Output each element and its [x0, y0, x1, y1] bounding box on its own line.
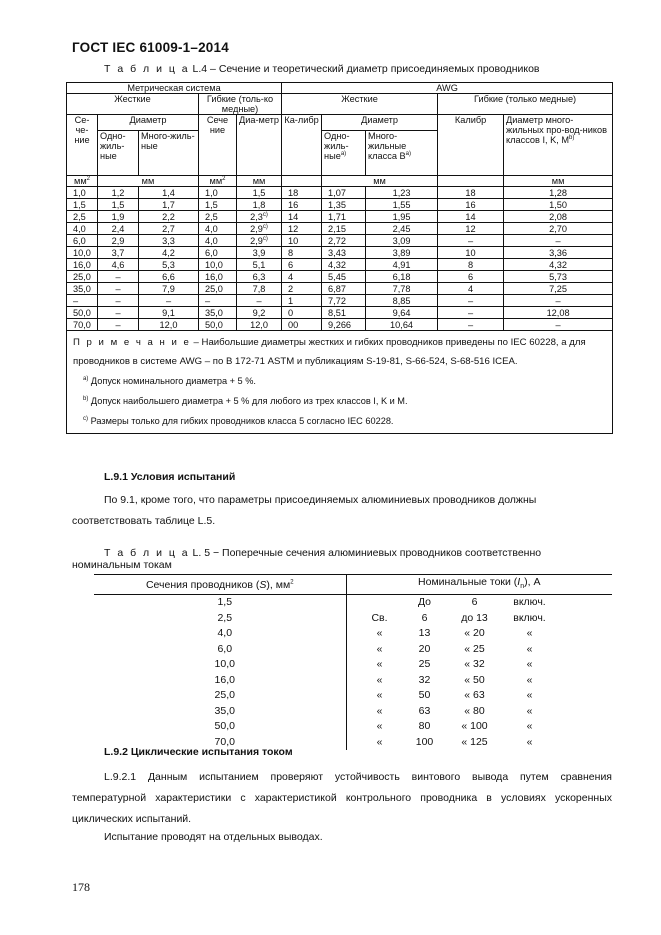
- table-cell: 12,08: [504, 307, 613, 319]
- table-l5-caption: [72, 547, 612, 571]
- table-cell: 8: [282, 247, 322, 259]
- table-cell: –: [237, 295, 282, 307]
- table-cell: 4,0: [67, 223, 98, 235]
- table-cell: 70,0: [67, 319, 98, 331]
- table-cell: 9,64: [366, 307, 438, 319]
- table-cell: 2,45: [366, 223, 438, 235]
- table-cell: 12: [282, 223, 322, 235]
- current-from: 80: [418, 720, 431, 733]
- current-value: [346, 657, 612, 673]
- current-a: «: [376, 658, 383, 671]
- table-cell: 2,5: [199, 211, 237, 223]
- section-value: 6,0: [94, 642, 346, 658]
- diameter-awg-header: Диаметр: [322, 115, 438, 131]
- table-cell: 8,51: [322, 307, 366, 319]
- current-b: «: [526, 658, 533, 671]
- table-cell: 4: [282, 271, 322, 283]
- current-a: «: [376, 720, 383, 733]
- table-cell: 1,5: [67, 199, 98, 211]
- current-a: «: [376, 689, 383, 702]
- current-b: включ.: [513, 596, 546, 609]
- unit-cell-empty: [282, 176, 322, 187]
- table-row: [94, 673, 612, 689]
- footnote-c: $^{c)}$ Размеры только для гибких проводников класса 5 согласно IEC 60228.: [83, 415, 394, 426]
- table-cell: 12,0: [139, 319, 199, 331]
- current-value: [346, 642, 612, 658]
- section-value: 25,0: [94, 688, 346, 704]
- unit-cell: $мм^2$: [67, 176, 98, 187]
- table-cell: 2,5: [67, 211, 98, 223]
- table-cell: 2,70: [504, 223, 613, 235]
- current-from: 13: [418, 627, 431, 640]
- table-cell: 4,2: [139, 247, 199, 259]
- table-cell: 2,08: [504, 211, 613, 223]
- table-cell: –: [438, 307, 504, 319]
- table-row: [94, 626, 612, 642]
- section-l92-heading: L.9.2 Циклические испытания током: [104, 746, 293, 758]
- table-cell: 2,9$^{c)}$: [237, 235, 282, 247]
- table-cell: 4,32: [322, 259, 366, 271]
- table-cell: 6,0: [199, 247, 237, 259]
- current-to: « 63: [464, 689, 485, 702]
- table-cell: 25,0: [67, 271, 98, 283]
- note-text: – Наибольшие диаметры жестких и гибких проводников приведены по IEC 60228, а для проводников в системе AWG – по В 172-71 ASTM и публикациям S-19-81, S-66-524, S-68-516 ICEA.: [73, 337, 586, 367]
- section-l921-paragraph: L.9.2.1 Данным испытанием проверяют устойчивость винтового вывода путем сравнения температурной характеристики с характеристикой контрольного проводника в условиях ускоренных циклических испытаний.: [72, 771, 612, 825]
- current-a: «: [376, 673, 383, 686]
- current-b: «: [526, 642, 533, 655]
- table-cell: 6,87: [322, 283, 366, 295]
- table-cell: 3,9: [237, 247, 282, 259]
- table-row: [67, 223, 613, 235]
- table-cell: 14: [282, 211, 322, 223]
- table-row: [67, 247, 613, 259]
- table-cell: 16: [282, 199, 322, 211]
- table-cell: 50,0: [199, 319, 237, 331]
- current-from: 6: [421, 611, 428, 624]
- table-cell: 0: [282, 307, 322, 319]
- table-cell: 1,50: [504, 199, 613, 211]
- table-row: [94, 642, 612, 658]
- table-cell: –: [98, 271, 139, 283]
- table-cell: 2,9: [98, 235, 139, 247]
- test-paragraph: Испытание проводят на отдельных выводах.: [104, 831, 323, 843]
- table-cell: 25,0: [199, 283, 237, 295]
- table-l5: [94, 574, 612, 750]
- table-cell: 4,91: [366, 259, 438, 271]
- table-cell: 9,1: [139, 307, 199, 319]
- multi-wire-header: Много-жиль-ные: [139, 130, 199, 175]
- table-row: [94, 595, 612, 611]
- rigid-awg-header: Жесткие: [282, 94, 438, 115]
- table-cell: 5,45: [322, 271, 366, 283]
- diameter-flex-header: Диа-метр: [237, 115, 282, 176]
- section-value: 1,5: [94, 595, 346, 611]
- gauge-flex-header: Калибр: [438, 115, 504, 176]
- rigid-metric-header: Жесткие: [67, 94, 199, 115]
- section-value: 2,5: [94, 611, 346, 627]
- current-b: «: [526, 720, 533, 733]
- table-cell: 14: [438, 211, 504, 223]
- table-cell: –: [67, 295, 98, 307]
- table-row: [94, 719, 612, 735]
- table-cell: 1,8: [237, 199, 282, 211]
- unit-cell-empty: [438, 176, 504, 187]
- table-cell: 35,0: [67, 283, 98, 295]
- table-cell: 2,72: [322, 235, 366, 247]
- table-cell: 2,7: [139, 223, 199, 235]
- table-cell: 18: [282, 187, 322, 199]
- table-cell: 10: [438, 247, 504, 259]
- table-cell: 10: [282, 235, 322, 247]
- table-cell: 4,6: [98, 259, 139, 271]
- table-cell: –: [199, 295, 237, 307]
- current-from: 63: [418, 704, 431, 717]
- table-l4-caption: [104, 63, 540, 75]
- current-value: [346, 626, 612, 642]
- current-to: « 80: [464, 704, 485, 717]
- current-to: « 50: [464, 673, 485, 686]
- footnote-c-marker: c): [262, 223, 268, 230]
- flexible-metric-header: Гибкие (толь-ко медные): [199, 94, 282, 115]
- table-cell: 3,09: [366, 235, 438, 247]
- table-cell: 18: [438, 187, 504, 199]
- current-to: « 32: [464, 658, 485, 671]
- current-value: [346, 595, 612, 611]
- section-l91-heading: L.9.1 Условия испытаний: [104, 471, 236, 483]
- table-cell: 2,9$^{c)}$: [237, 223, 282, 235]
- table-cell: 1,0: [67, 187, 98, 199]
- table-row: [67, 211, 613, 223]
- current-from: 100: [415, 735, 434, 748]
- note-label: П р и м е ч а н и е: [73, 337, 191, 348]
- current-value: [346, 611, 612, 627]
- table-cell: –: [98, 283, 139, 295]
- table-cell: –: [98, 307, 139, 319]
- table-cell: 3,43: [322, 247, 366, 259]
- table-cell: 10,64: [366, 319, 438, 331]
- unit-cell: $мм^2$: [199, 176, 237, 187]
- table-cell: 8,85: [366, 295, 438, 307]
- table-cell: 1,07: [322, 187, 366, 199]
- current-a: «: [376, 627, 383, 640]
- table-cell: 1,23: [366, 187, 438, 199]
- table-cell: 5,3: [139, 259, 199, 271]
- table-cell: 35,0: [199, 307, 237, 319]
- current-b: «: [526, 673, 533, 686]
- table-cell: 1,55: [366, 199, 438, 211]
- multi-wire-awg-header: Много-жильные класса $B^{а)}$: [366, 130, 438, 175]
- current-from: 50: [418, 689, 431, 702]
- table-l4-body: [67, 187, 613, 331]
- current-value: [346, 735, 612, 751]
- unit-cell: мм: [98, 176, 199, 187]
- unit-cell: мм: [237, 176, 282, 187]
- table-cell: 3,7: [98, 247, 139, 259]
- table-row: [67, 319, 613, 331]
- current-a: «: [376, 642, 383, 655]
- table-cell: 2,15: [322, 223, 366, 235]
- table-cell: 6,3: [237, 271, 282, 283]
- table-cell: 1,28: [504, 187, 613, 199]
- table-row: [94, 704, 612, 720]
- table-cell: 2: [282, 283, 322, 295]
- table-cell: –: [504, 235, 613, 247]
- current-b: «: [526, 704, 533, 717]
- table-cell: 2,3$^{c)}$: [237, 211, 282, 223]
- table-cell: 6: [438, 271, 504, 283]
- caption-text: L.4 – Сечение и теоретический диаметр присоединяемых проводников: [192, 63, 540, 75]
- table-row: [67, 235, 613, 247]
- table-cell: –: [98, 295, 139, 307]
- current-from: 20: [418, 642, 431, 655]
- footnote-b: $^{b)}$ Допуск наибольшего диаметра + 5 % для любого из трех классов I, K и M.: [83, 395, 408, 406]
- table-cell: 4,0: [199, 223, 237, 235]
- current-to: « 125: [461, 735, 488, 748]
- table-row: [67, 283, 613, 295]
- table-note: [67, 331, 613, 434]
- current-value: [346, 704, 612, 720]
- table-cell: 9,2: [237, 307, 282, 319]
- table-row: [94, 657, 612, 673]
- table-cell: 5,73: [504, 271, 613, 283]
- table-cell: –: [438, 235, 504, 247]
- table-row: [94, 611, 612, 627]
- table-cell: 3,3: [139, 235, 199, 247]
- table-l5-body: [94, 595, 612, 751]
- table-cell: 16,0: [67, 259, 98, 271]
- current-a: «: [376, 735, 383, 748]
- table-cell: –: [438, 295, 504, 307]
- current-to: « 100: [461, 720, 488, 733]
- unit-cell: мм: [504, 176, 613, 187]
- footnote-c-marker: c): [262, 235, 268, 242]
- table-cell: 10,0: [199, 259, 237, 271]
- current-a: «: [376, 704, 383, 717]
- section-l91-paragraph: По 9.1, кроме того, что параметры присоединяемых алюминиевых проводников должны соответствовать таблице L.5.: [72, 494, 537, 527]
- table-cell: 4: [438, 283, 504, 295]
- current-value: [346, 673, 612, 689]
- current-to: 6: [471, 596, 478, 609]
- current-from: 32: [418, 673, 431, 686]
- table-cell: 12,0: [237, 319, 282, 331]
- table-l4: [66, 82, 613, 434]
- section-value: 16,0: [94, 673, 346, 689]
- current-from: 25: [418, 658, 431, 671]
- table-cell: 12: [438, 223, 504, 235]
- table-cell: 4,32: [504, 259, 613, 271]
- section-flex-header: Сече ние: [199, 115, 237, 176]
- table-cell: 10,0: [67, 247, 98, 259]
- current-b: включ.: [513, 611, 546, 624]
- table-cell: 1: [282, 295, 322, 307]
- current-value: [346, 688, 612, 704]
- section-value: 10,0: [94, 657, 346, 673]
- table-cell: –: [139, 295, 199, 307]
- table-cell: 3,89: [366, 247, 438, 259]
- caption-label: Т а б л и ц а: [104, 63, 190, 75]
- gauge-header: Ка-либр: [282, 115, 322, 176]
- current-b: «: [526, 627, 533, 640]
- table-cell: 50,0: [67, 307, 98, 319]
- table-row: [67, 199, 613, 211]
- table-row: [94, 688, 612, 704]
- metric-header: Метрическая система: [67, 83, 282, 94]
- current-b: «: [526, 735, 533, 748]
- current-from: До: [417, 596, 432, 609]
- current-to: « 20: [464, 627, 485, 640]
- table-cell: 5,1: [237, 259, 282, 271]
- footnote-c-marker: c): [262, 211, 268, 218]
- document-title: ГОСТ IEC 61009-1–2014: [72, 40, 229, 55]
- table-cell: 9,266: [322, 319, 366, 331]
- section-value: 70,0: [94, 735, 346, 751]
- table-cell: 1,5: [199, 199, 237, 211]
- table-cell: 1,7: [139, 199, 199, 211]
- table-cell: 6: [282, 259, 322, 271]
- table-cell: –: [98, 319, 139, 331]
- table-cell: 3,36: [504, 247, 613, 259]
- current-a: Св.: [371, 611, 388, 624]
- table-row: [67, 307, 613, 319]
- table-cell: –: [504, 319, 613, 331]
- table-cell: 6,0: [67, 235, 98, 247]
- table-cell: 7,25: [504, 283, 613, 295]
- table-row: [67, 271, 613, 283]
- table-cell: 16: [438, 199, 504, 211]
- table-cell: 6,6: [139, 271, 199, 283]
- table-cell: 7,72: [322, 295, 366, 307]
- table-cell: 1,35: [322, 199, 366, 211]
- table-cell: –: [438, 319, 504, 331]
- multi-diameter-header: Диаметр много-жильных про-вод-ников классов I, K, $M^{b)}$: [504, 115, 613, 176]
- current-b: «: [526, 689, 533, 702]
- section-value: 4,0: [94, 626, 346, 642]
- table-cell: 16,0: [199, 271, 237, 283]
- caption-label: Т а б л и ц а: [104, 547, 190, 559]
- current-value: [346, 719, 612, 735]
- table-cell: –: [504, 295, 613, 307]
- table-cell: 1,5: [98, 199, 139, 211]
- table-cell: 7,78: [366, 283, 438, 295]
- table-row: [67, 295, 613, 307]
- table-cell: 8: [438, 259, 504, 271]
- col-section-header: Сечения проводников (S), $мм^2$: [94, 575, 346, 595]
- section-header: Се-че-ние: [67, 115, 98, 176]
- col-current-header: Номинальные токи $(I_n)$, А: [346, 575, 612, 595]
- table-cell: 00: [282, 319, 322, 331]
- table-cell: 2,2: [139, 211, 199, 223]
- single-wire-awg-header: Одно-жиль-ные$^{а)}$: [322, 130, 366, 175]
- table-cell: 1,9: [98, 211, 139, 223]
- table-row: [67, 187, 613, 199]
- table-cell: 6,18: [366, 271, 438, 283]
- table-cell: 7,8: [237, 283, 282, 295]
- single-wire-header: Одно-жиль-ные: [98, 130, 139, 175]
- current-to: « 25: [464, 642, 485, 655]
- diameter-header: Диаметр: [98, 115, 199, 131]
- caption-text: L. 5 − Поперечные сечения алюминиевых проводников соответственно номинальным токам: [72, 547, 542, 571]
- current-to: до 13: [461, 611, 488, 624]
- table-row: [67, 259, 613, 271]
- table-cell: 2,4: [98, 223, 139, 235]
- table-cell: 1,4: [139, 187, 199, 199]
- section-value: 50,0: [94, 719, 346, 735]
- table-cell: 4,0: [199, 235, 237, 247]
- unit-cell: мм: [322, 176, 438, 187]
- table-cell: 7,9: [139, 283, 199, 295]
- section-value: 35,0: [94, 704, 346, 720]
- footnote-a: $^{а)}$ Допуск номинального диаметра + 5 %.: [83, 375, 256, 386]
- table-cell: 1,2: [98, 187, 139, 199]
- table-cell: 1,71: [322, 211, 366, 223]
- table-cell: 1,5: [237, 187, 282, 199]
- flexible-awg-header: Гибкие (только медные): [438, 94, 613, 115]
- awg-header: AWG: [282, 83, 613, 94]
- table-cell: 1,0: [199, 187, 237, 199]
- page-number: 178: [72, 880, 90, 894]
- table-cell: 1,95: [366, 211, 438, 223]
